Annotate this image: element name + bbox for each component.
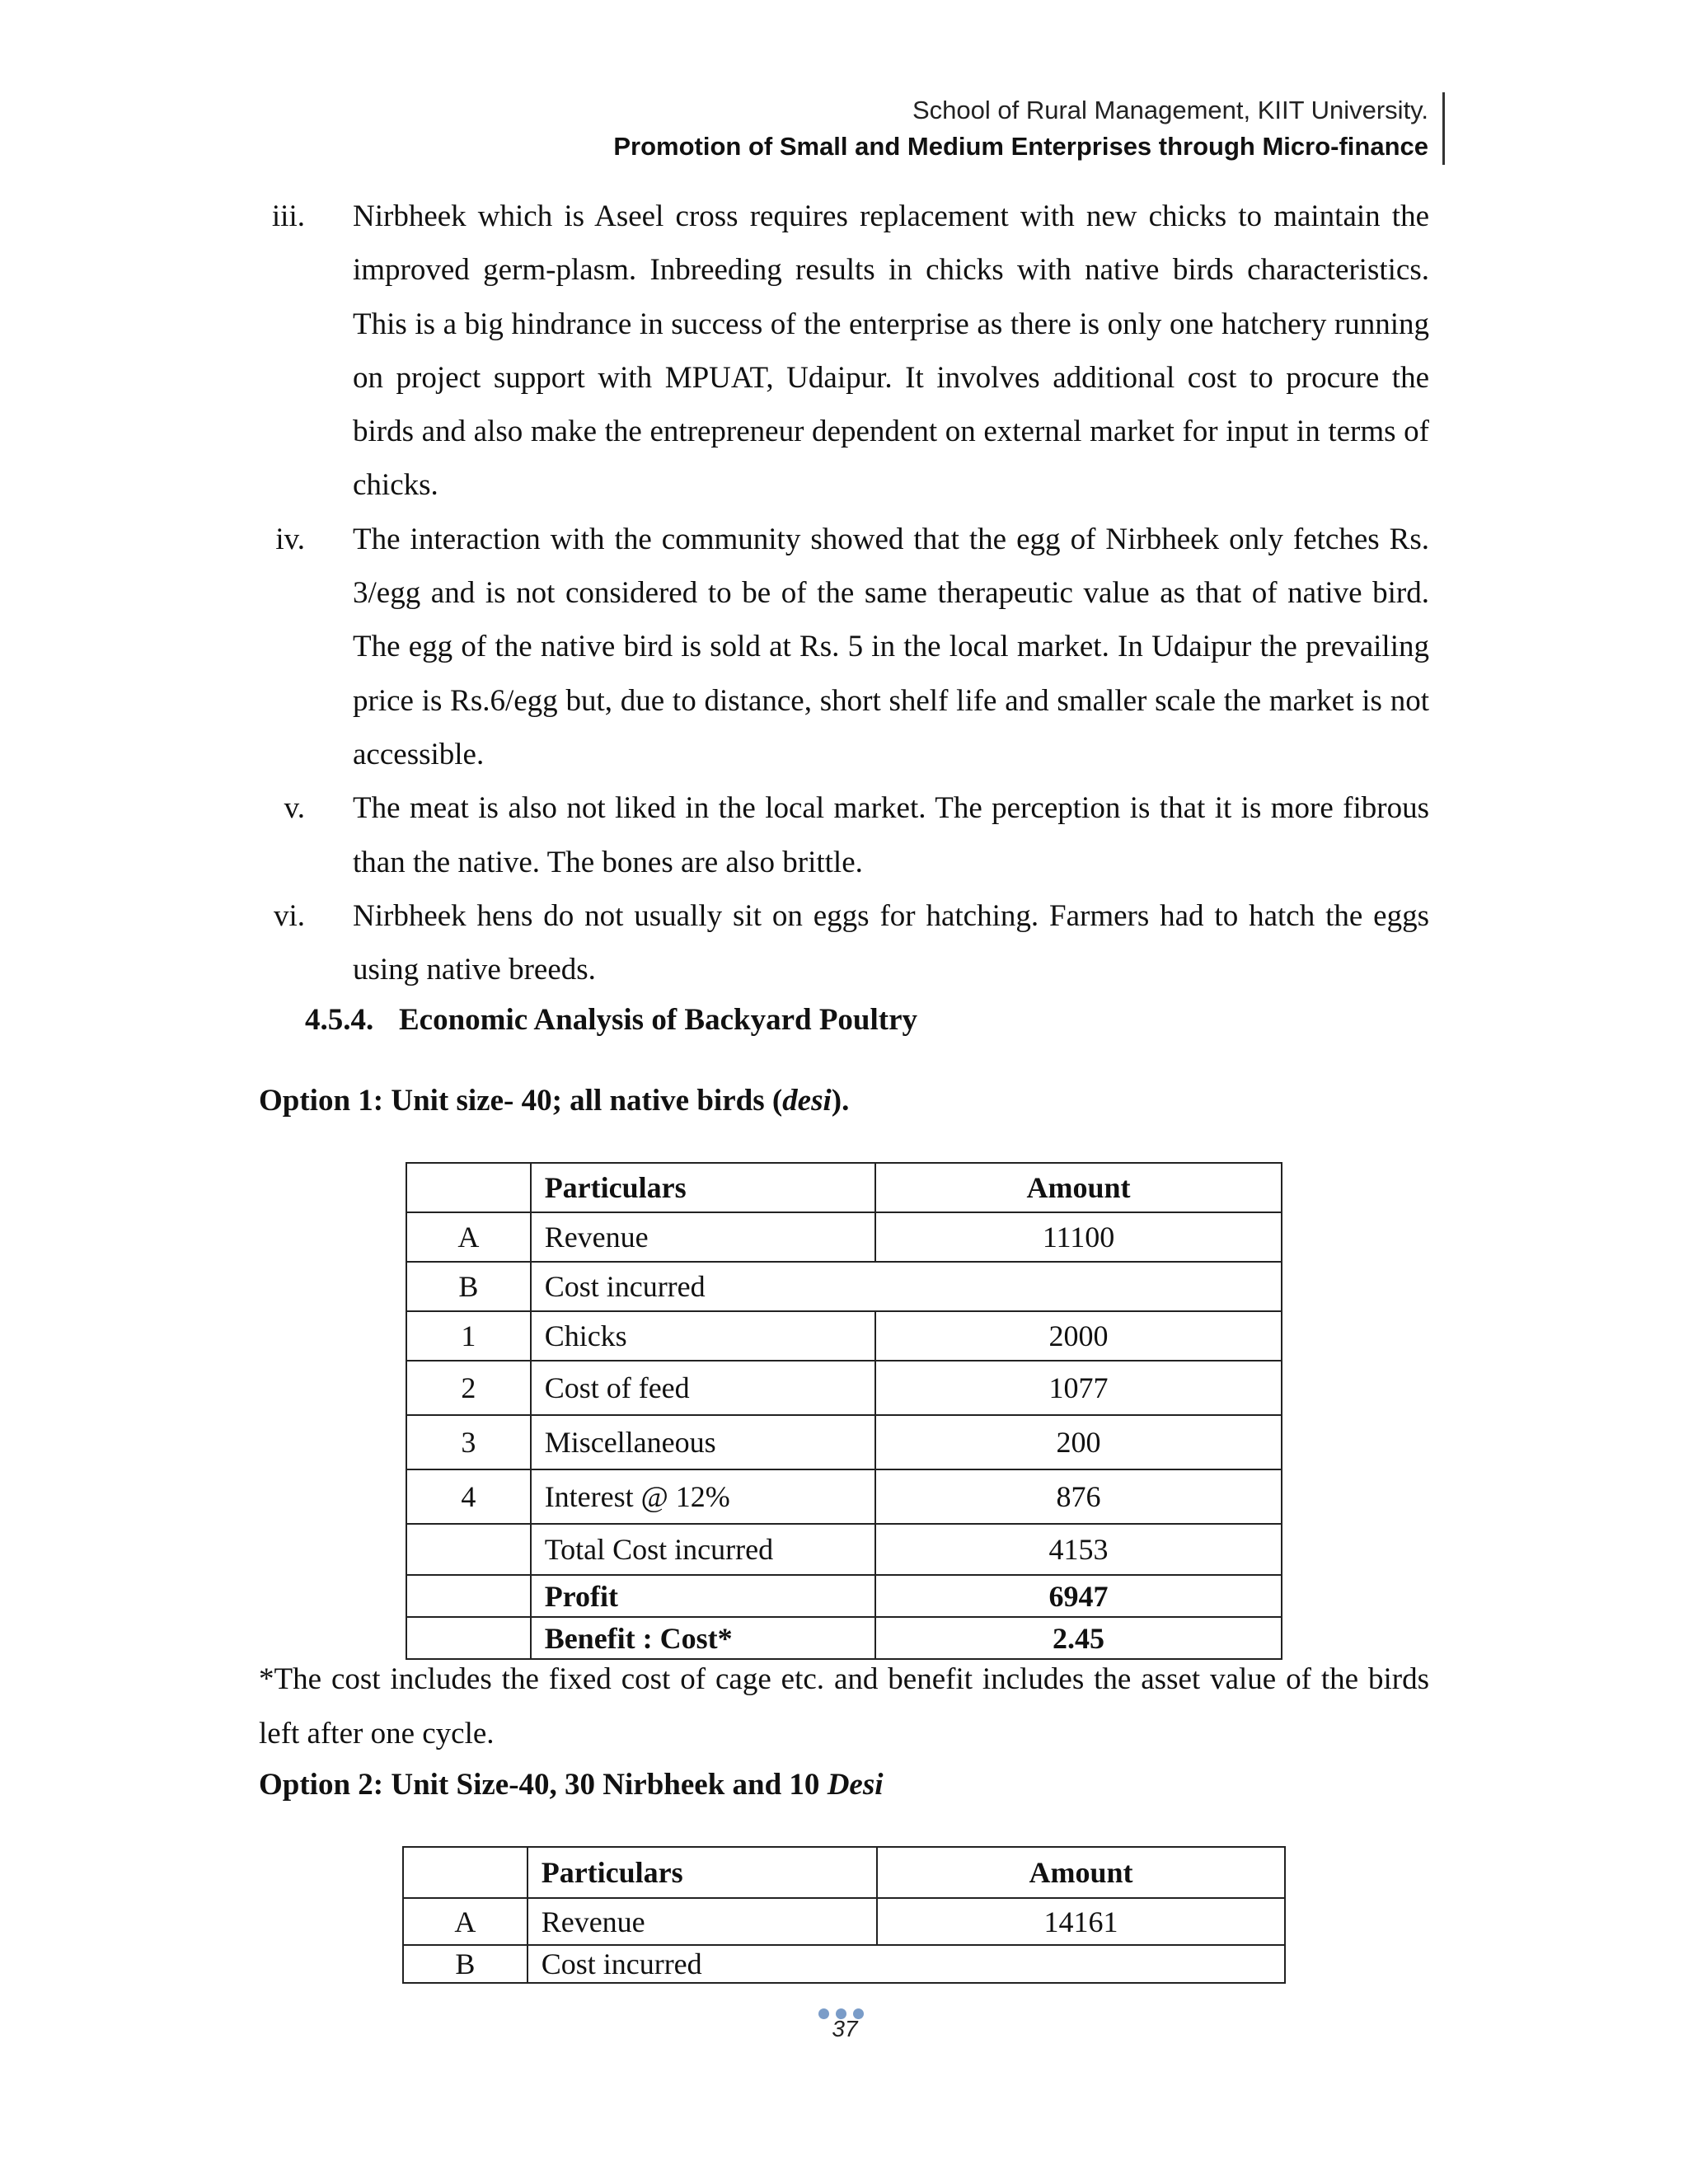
table-cell [406,1163,531,1212]
table-row [406,1262,1282,1311]
table-row [403,1945,1285,1983]
list-item-number: iv. [275,522,305,556]
list-item [260,781,1429,889]
row-id: 3 [406,1415,531,1469]
row-particulars: Interest @ 12% [531,1469,875,1524]
table-header-particulars: Particulars [528,1847,877,1898]
option2-table [402,1846,1286,1984]
option1-heading-text: Option 1: Unit size- 40; all native birds ( [259,1084,783,1118]
list-item-text: Nirbheek hens do not usually sit on eggs for hatching. Farmers had to hatch the eggs using native breeds. [353,898,1429,987]
table-header-particulars: Particulars [531,1163,875,1212]
row-amount: 6947 [875,1575,1282,1617]
row-particulars: Cost incurred [531,1262,1282,1311]
row-id: 2 [406,1361,531,1415]
row-amount: 200 [875,1415,1282,1469]
row-id [406,1575,531,1617]
row-id: B [406,1262,531,1311]
option1-heading-emphasis: desi [782,1084,832,1118]
header-report-title: Promotion of Small and Medium Enterprises through Micro-finance [613,132,1428,161]
table-row [406,1469,1282,1524]
page-header [613,92,1428,165]
table-row [406,1575,1282,1617]
list-item-number: vi. [273,898,305,933]
row-particulars: Cost of feed [531,1361,875,1415]
list-item-text: The interaction with the community showed that the egg of Nirbheek only fetches Rs. 3/egg and is not considered to be of the same therapeutic value as that of native bird. The egg of the native bird is sold at Rs. 5 in the local market. In Udaipur the prevailing price is Rs.6/egg but, due to distance, short shelf life and smaller scale the market is not accessible. [353,522,1429,771]
section-title: Economic Analysis of Backyard Poultry [399,1003,918,1037]
option2-heading [259,1762,884,1808]
row-particulars: Benefit : Cost* [531,1617,875,1659]
row-particulars: Total Cost incurred [531,1524,875,1575]
row-particulars: Cost incurred [528,1945,1285,1983]
row-id: B [403,1945,528,1983]
list-item-text: The meat is also not liked in the local market. The perception is that it is more fibrous than the native. The bones are also brittle. [353,791,1429,879]
list-item-number: v. [284,791,305,826]
table-row [406,1212,1282,1262]
list-item-number: iii. [271,199,305,233]
row-id: A [403,1898,528,1945]
row-particulars: Chicks [531,1311,875,1361]
table-footnote: *The cost includes the fixed cost of cage etc. and benefit includes the asset value of the birds left after one cycle. [259,1662,1429,1750]
list-item [260,190,1429,513]
row-id: A [406,1212,531,1262]
table-row [406,1524,1282,1575]
table-header-row [403,1847,1285,1898]
table-row [406,1311,1282,1361]
table-header-amount: Amount [875,1163,1282,1212]
row-particulars: Revenue [531,1212,875,1262]
section-heading [305,997,917,1043]
row-amount: 11100 [875,1212,1282,1262]
list-item [260,513,1429,781]
table-row [406,1415,1282,1469]
option1-heading-suffix: ). [831,1084,850,1118]
list-item-text: Nirbheek which is Aseel cross requires replacement with new chicks to maintain the improved germ-plasm. Inbreeding results in chicks with native birds characteristics. This is a big hindrance in success of the enterprise as there is only one hatchery running on project support with MPUAT, Udaipur. It involves additional cost to procure the birds and also make the entrepreneur dependent on external market for input in terms of chicks. [353,199,1429,503]
row-particulars: Miscellaneous [531,1415,875,1469]
option2-heading-emphasis: Desi [827,1768,884,1802]
table-row [403,1898,1285,1945]
header-institution: School of Rural Management, KIIT University. [912,96,1428,124]
row-amount: 2.45 [875,1617,1282,1659]
table-row [406,1361,1282,1415]
table-header-amount: Amount [877,1847,1285,1898]
option2-heading-text: Option 2: Unit Size-40, 30 Nirbheek and 10 [259,1768,828,1802]
constraints-list [260,190,1429,996]
row-amount: 2000 [875,1311,1282,1361]
section-number: 4.5.4. [305,1003,374,1037]
list-item [260,889,1429,997]
row-amount: 1077 [875,1361,1282,1415]
table-cell [403,1847,528,1898]
page-number: 37 [832,2016,858,2041]
row-amount: 4153 [875,1524,1282,1575]
table-header-row [406,1163,1282,1212]
row-id: 4 [406,1469,531,1524]
row-amount: 876 [875,1469,1282,1524]
row-id: 1 [406,1311,531,1361]
option1-heading [259,1078,849,1124]
row-amount: 14161 [877,1898,1285,1945]
row-particulars: Profit [531,1575,875,1617]
header-divider [1442,92,1445,165]
row-particulars: Revenue [528,1898,877,1945]
row-id [406,1524,531,1575]
option1-table [406,1162,1282,1660]
